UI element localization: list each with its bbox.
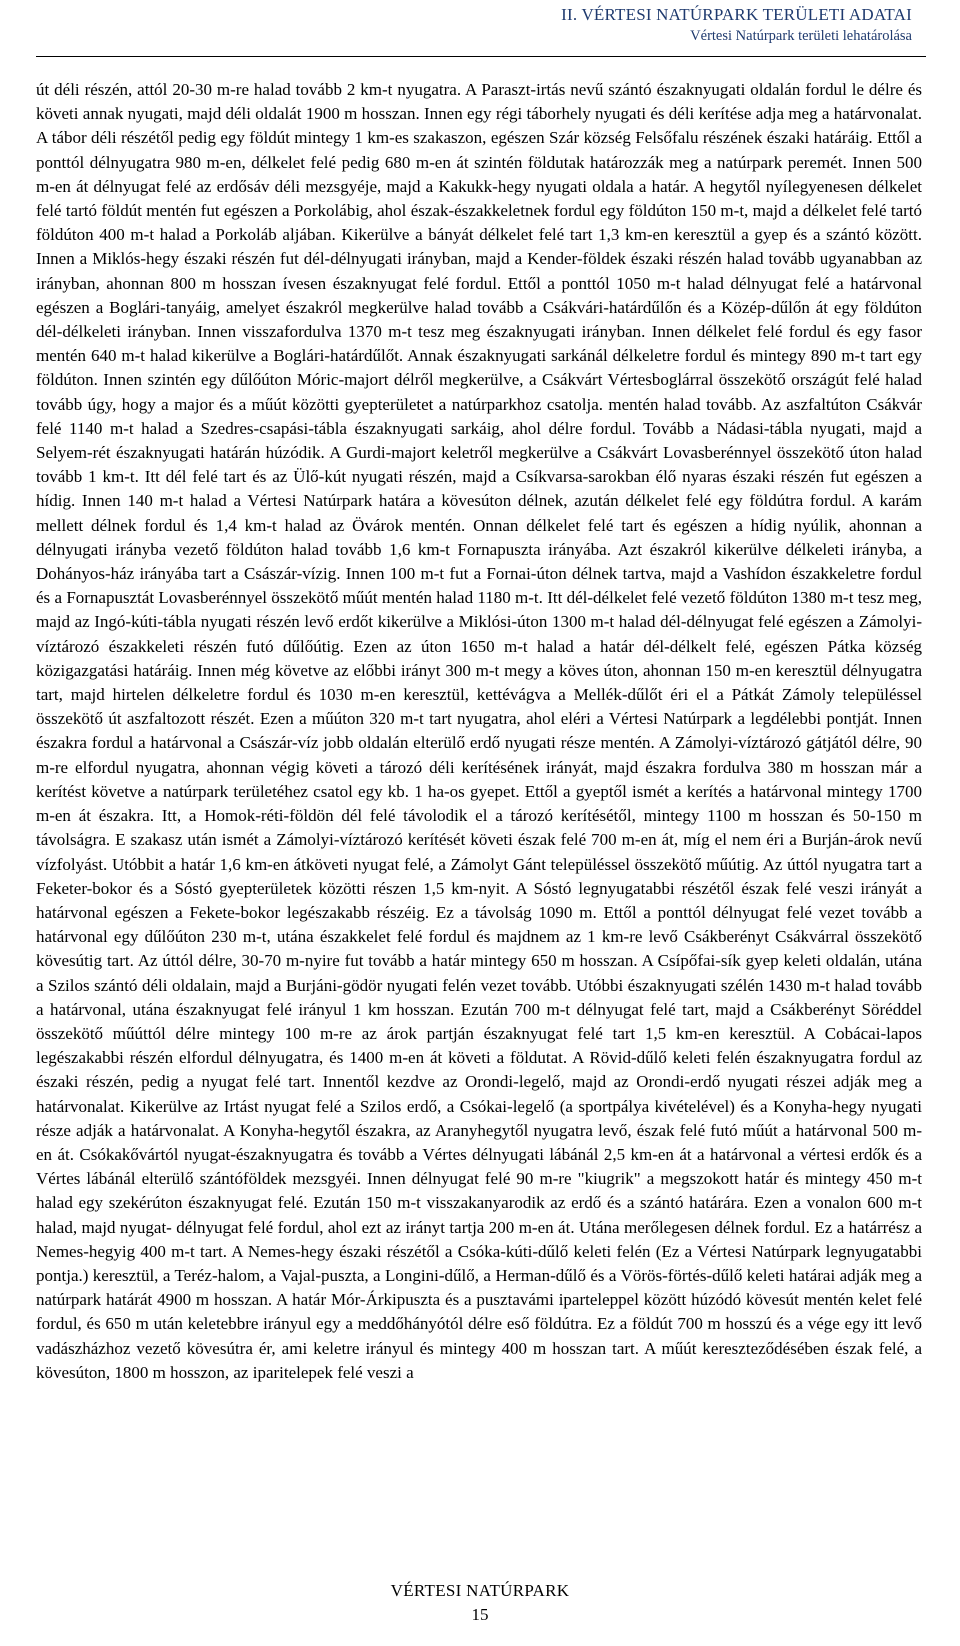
section-subtitle: Vértesi Natúrpark területi lehatárolása xyxy=(690,28,912,44)
header-divider xyxy=(36,56,926,57)
main-text-block xyxy=(36,78,922,1385)
running-header xyxy=(561,4,912,46)
chapter-title: II. VÉRTESI NATÚRPARK TERÜLETI ADATAI xyxy=(561,5,912,24)
page-footer xyxy=(0,1580,960,1626)
page-number: 15 xyxy=(471,1605,489,1624)
body-paragraph: út déli részén, attól 20-30 m-re halad tovább 2 km-t nyugatra. A Paraszt-irtás nevű szántó északnyugati oldalán fordul le délre és követi annak nyugati, majd déli oldalát 1900 m hosszan. Innen egy régi táborhely nyugati és déli kerítése adja meg a határvonalat. A tábor déli részétől pedig egy földút mintegy 1 km-es szakaszon, egészen Szár község Felsőfalu részének északi határáig. Ettől a ponttól délnyugatra 980 m-en, délkelet felé pedig 680 m-en át szintén földutak határozzák meg a natúrpark peremét. Innen 500 m-en át délnyugat felé az erdősáv déli mezsgyéje, majd a Kakukk-hegy nyugati oldala a határ. A hegytől nyílegyenesen délkelet felé tartó földút mentén fut egészen a Porkolábig, ahol észak-északkeletnek fordul egy földúton 150 m-t, majd a délkelet felé tartó földúton 400 m-t halad a Porkoláb aljában. Kikerülve a bányát délkelet felé tart 1,3 km-en keresztül a gyep és a szántó között. Innen a Miklós-hegy északi részén fut dél-délnyugati irányban, majd a Kender-földek északi részén halad tovább ugyanabban az irányban, ahonnan 800 m hosszan ívesen északnyugat felé fordul. Ettől a ponttól 1050 m-t halad délnyugat felé a határvonal egészen a Boglári-tanyáig, amelyet északról megkerülve halad tovább a Csákvári-határdűlőn és a Közép-dűlőn át egy földúton dél-délkeleti irányban. Innen visszafordulva 1370 m-t tesz meg északnyugati irányban. Innen délkelet felé fordul és egy fasor mentén 640 m-t halad kikerülve a Boglári-határdűlőt. Annak északnyugati sarkánál délkeletre fordul és mintegy 890 m-t tart egy földúton. Innen szintén egy dűlőúton Móric-majort délről megkerülve, a Csákvárt Vértesboglárral összekötő országút felé halad tovább úgy, hogy a major és a műút közötti gyepterületet a natúrparkhoz csatolja. mentén halad tovább. Az aszfaltúton Csákvár felé 1140 m-t halad a Szedres-csapási-tábla északnyugati sarkáig, ahol délre fordul. Tovább a Nádasi-tábla nyugati, majd a Selyem-rét északnyugati határán húzódik. A Gurdi-majort keletről megkerülve a Csákvárt Lovasberénnyel összekötő úton halad tovább 1 km-t. Itt dél felé tart és az Ülő-kút nyugati részén, majd a Csíkvarsa-sarokban élő nyaras északi részén fut egészen a hídig. Innen 140 m-t halad a Vértesi Natúrpark határa a kövesúton délnek, azután délkelet felé egy földútra fordul. A karám mellett délnek fordul és 1,4 km-t halad az Övárok mentén. Onnan délkelet felé tart és egészen a hídig nyúlik, ahonnan a délnyugati irányba vezető földúton halad tovább 1,6 km-t Fornapuszta irányába. Azt északról kikerülve délkeleti irányba, a Dohányos-ház irányába tart a Császár-vízig. Innen 100 m-t fut a Fornai-úton délnek tartva, majd a Vashídon északkeletre fordul és a Fornapusztát Lovasberénnyel összekötő műút mentén halad 1180 m-t. Itt dél-délkelet felé vezető földúton 1380 m-t tesz meg, majd az Ingó-kúti-tábla nyugati részén levő erdőt kikerülve a Miklósi-úton 1300 m-t halad dél-délnyugat felé egészen a Zámolyi-víztározó északkeleti részén futó dűlőútig. Ezen az úton 1650 m-t halad a határ dél-délkelt felé, egészen Pátka község közigazgatási határáig. Innen még követve az előbbi irányt 300 m-t megy a köves úton, ahonnan 150 m-en keresztül délnyugatra tart, majd hirtelen délkeletre fordul és 1030 m-en keresztül, kettévágva a Mellék-dűlőt éri el a Pátkát Zámoly településsel összekötő út aszfaltozott részét. Ezen a műúton 320 m-t tart nyugatra, ahol eléri a Vértesi Natúrpark a legdélebbi pontját. Innen északra fordul a határvonal a Császár-víz jobb oldalán elterülő erdő nyugati része mentén. A Zámolyi-víztározó gátjától délre, 90 m-re elfordul nyugatra, ahonnan végig követi a tározó déli kerítésének irányát, majd északra fordulva 380 m hosszan már a kerítést követve a natúrpark területéhez csatol egy kb. 1 ha-os gyepet. Ettől a gyeptől ismét a kerítés a határvonal mintegy 1700 m-en át északra. Itt, a Homok-réti-földön dél felé távolodik el a tározó kerítésétől, mintegy 1100 m hosszan és 50-150 m távolságra. E szakasz után ismét a Zámolyi-víztározó kerítését követi észak felé 700 m-en át, míg el nem éri a Burján-árok nevű vízfolyást. Utóbbit a határ 1,6 km-en átköveti nyugat felé, a Zámolyt Gánt településsel összekötő műútig. Az úttól nyugatra tart a Feketer-bokor és a Sóstó gyepterületek közötti részen 1,5 km-nyit. A Sóstó legnyugatabbi részétől észak felé veszi irányát a határvonal egészen a Fekete-bokor legészakabb részéig. Ez a távolság 1090 m. Ettől a ponttól délnyugat felé vezet tovább a határvonal egy dűlőúton 230 m-t, utána északkelet felé fordul és majdnem az 1 km-re levő Csákberényt Csákvárral összekötő kövesútig tart. Az úttól délre, 30-70 m-nyire fut tovább a határ mintegy 650 m hosszan. A Csípőfai-sík gyep keleti oldalán, utána a Szilos szántó déli oldalain, majd a Burjáni-gödör nyugati felén vezet tovább. Utóbbi északnyugati szélén 1430 m-t halad tovább a határvonal, utána északnyugat felé irányul 1 km hosszan. Ezután 700 m-t délnyugat felé tart, majd a Csákberényt Söréddel összekötő műúttól délre mintegy 100 m-re az árok partján északnyugat felé tart 1,5 km-en keresztül. A Cobácai-lapos legészakabbi részén elfordul délnyugatra, és 1400 m-en át követi a földutat. A Rövid-dűlő keleti felén északnyugatra fordul az északi részén, pedig a nyugat felé tart. Innentől kezdve az Orondi-legelő, majd az Orondi-erdő nyugati részei adják meg a határvonalat. Kikerülve az Irtást nyugat felé a Szilos erdő, a Csókai-legelő (a sportpálya kivételével) és a Konyha-hegy nyugati része adják a határvonalat. A Konyha-hegytől északra, az Aranyhegytől nyugatra levő, észak felé futó műút a határvonal 500 m-en át. Csókakővártól nyugat-északnyugatra és tovább a Vértes délnyugati lábánál 2,5 km-en át a határvonal a vértesi erdők és a Vértes lábánál elterülő szántóföldek mezsgyéi. Innen délnyugat felé 90 m-re "kiugrik" a megszokott határ és mintegy 450 m-t halad egy szekérúton északnyugat felé. Ezután 150 m-t visszakanyarodik az erdő és a szántó határára. Ezen a vonalon 600 m-t halad, majd nyugat- délnyugat felé fordul, ahol ezt az irányt tartja 200 m-en át. Utána merőlegesen délnek fordul. Ez a határrész a Nemes-hegyig 400 m-t tart. A Nemes-hegy északi részétől a Csóka-kúti-dűlő keleti felén (Ez a Vértesi Natúrpark legnyugatabbi pontja.) keresztül, a Teréz-halom, a Vajal-puszta, a Longini-dűlő, a Herman-dűlő és a Vörös-förtés-dűlő keleti határai adják meg a natúrpark határát 4900 m hosszan. A határ Mór-Árkipuszta és a pusztavámi iparteleppel között húzódó kövesút mentén kelet felé fordul, és 650 m után keletebbre irányul egy a meddőhányótól délre eső földútra. Ez a földút 700 m hosszú és a vége egy itt levő vadászházhoz vezető kövesútra ér, ami keletre irányul és mintegy 400 m hosszan tart. A műút kereszteződésében észak felé, a kövesúton, 1800 m hosszon, az iparitelepek felé veszi a xyxy=(36,80,922,1382)
footer-publication-name: VÉRTESI NATÚRPARK xyxy=(390,1581,570,1600)
